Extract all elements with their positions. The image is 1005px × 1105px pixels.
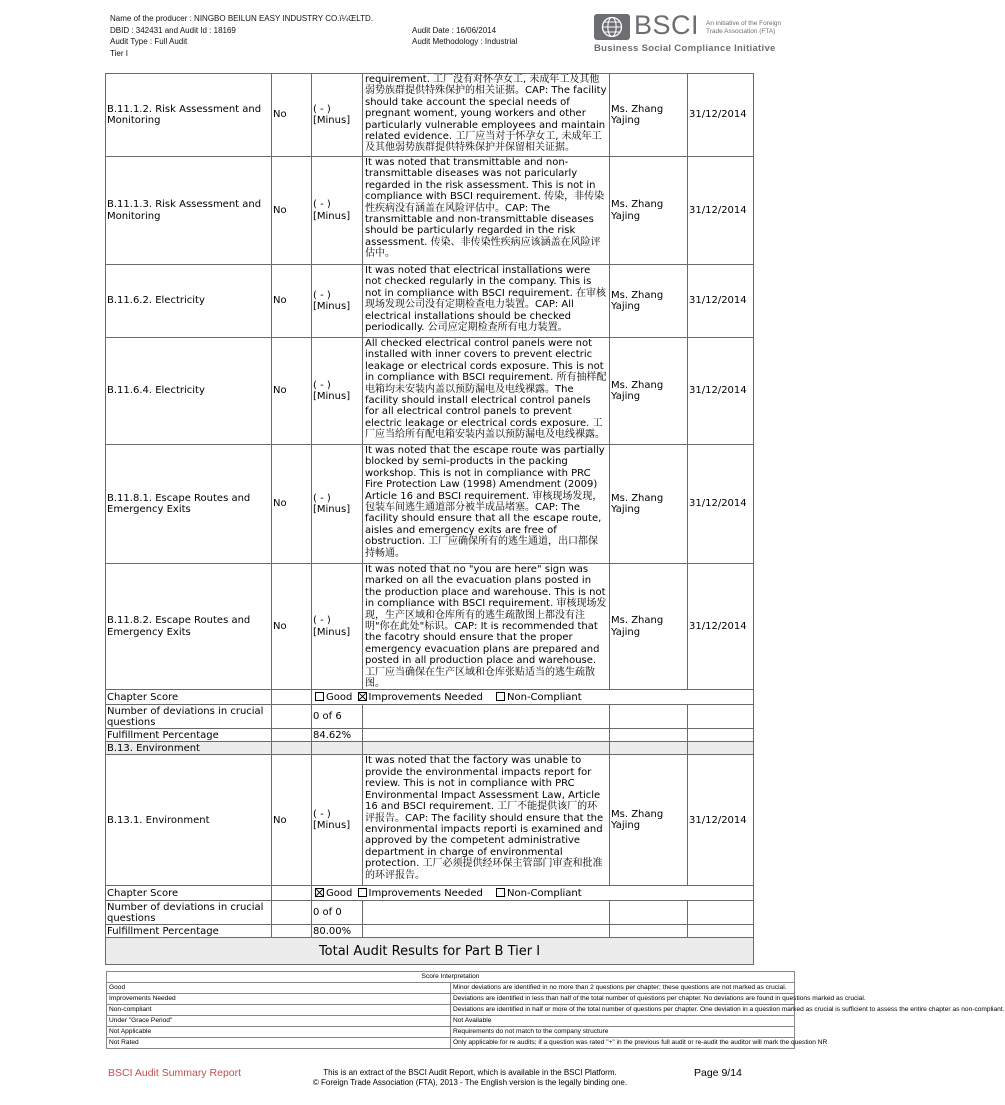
- footer-notice-line2: © Foreign Trade Association (FTA), 2013 - The English version is the legally binding one.: [312, 1078, 628, 1087]
- deadline-cell: 31/12/2014: [688, 445, 754, 564]
- question-cell: B.11.1.3. Risk Assessment and Monitoring: [106, 157, 272, 265]
- improvements-label: Improvements Needed: [368, 887, 483, 899]
- interpretation-text: Only applicable for re audits; if a question was rated "+" in the previous full audit or re-audit the auditor will mark the question NR: [451, 1038, 795, 1049]
- interpretation-text: Requirements do not match to the company structure: [451, 1027, 795, 1038]
- audit-id: DBID : 342431 and Audit Id : 18169: [110, 25, 236, 35]
- chapter-score-row: [106, 886, 754, 901]
- impact-cell: ( - ) [Minus]: [312, 755, 363, 886]
- table-row: [106, 564, 754, 690]
- question-cell: B.11.8.1. Escape Routes and Emergency Exits: [106, 445, 272, 564]
- impact-cell: ( - ) [Minus]: [312, 445, 363, 564]
- responsible-cell: Ms. Zhang Yajing: [610, 755, 688, 886]
- table-row: [106, 74, 754, 157]
- interpretation-text: Minor deviations are identified in no more than 2 questions per chapter; these questions are not marked as crucial.: [451, 983, 795, 994]
- non-compliant-checkbox[interactable]: [496, 888, 505, 897]
- logo-initiative-text: An initiative of the Foreign Trade Association (FTA): [706, 20, 782, 35]
- responsible-cell: Ms. Zhang Yajing: [610, 265, 688, 338]
- audit-date: Audit Date : 16/06/2014: [412, 25, 497, 35]
- table-row: [106, 338, 754, 445]
- logo-tagline: Business Social Compliance Initiative: [594, 43, 776, 54]
- chapter-score-options: [312, 690, 754, 705]
- finding-cell: requirement. 工厂没有对怀孕女工, 未成年工及其他弱势族群提供特殊保护的相关证据。CAP: The facility should take account the special needs of pregnant woment, young workers and other particularly vulnerable employees and maintain related evidence. 工厂应当对于怀孕女工, 未成年工及其他弱势族群提供特殊保护并保留相关证据。: [363, 74, 610, 157]
- question-cell: B.13.1. Environment: [106, 755, 272, 886]
- good-checkbox[interactable]: [315, 888, 324, 897]
- question-cell: B.11.1.2. Risk Assessment and Monitoring: [106, 74, 272, 157]
- finding-cell: It was noted that the escape route was partially blocked by semi-products in the packing workshop. This is not in compliance with PRC Fire Protection Law (1998) Amendment (2009) Article 16 and BSCI requirement. 审核现场发现，包装车间逃生通道部分被半成品堵塞。CAP: The facility should ensure that all the escape route, aisles and emergency exits are free of obstruction. 工厂应确保所有的逃生通道，出口都保持畅通。: [363, 445, 610, 564]
- interpretation-row: [107, 1027, 795, 1038]
- responsible-cell: Ms. Zhang Yajing: [610, 74, 688, 157]
- bsci-logo: [594, 12, 794, 58]
- answer-cell: No: [272, 564, 312, 690]
- interpretation-text: Deviations are identified in less than half of the total number of questions per chapter. No deviations are found in questions marked as crucial.: [451, 994, 795, 1005]
- non-compliant-label: Non-Compliant: [507, 691, 582, 703]
- good-checkbox[interactable]: [315, 692, 324, 701]
- impact-cell: ( - ) [Minus]: [312, 265, 363, 338]
- tier-label: Tier I: [110, 48, 128, 58]
- interpretation-text: Not Available: [451, 1016, 795, 1027]
- page-number: Page 9/14: [694, 1067, 742, 1079]
- responsible-cell: Ms. Zhang Yajing: [610, 564, 688, 690]
- chapter-score-row: [106, 690, 754, 705]
- audit-methodology: Audit Methodology : Industrial: [412, 37, 518, 46]
- non-compliant-checkbox[interactable]: [496, 692, 505, 701]
- improvements-checkbox[interactable]: [358, 888, 367, 897]
- non-compliant-label: Non-Compliant: [507, 887, 582, 899]
- report-header: [110, 14, 373, 60]
- chapter-title: B.13. Environment: [106, 742, 272, 755]
- interpretation-row: [107, 1038, 795, 1049]
- fulfillment-label: Fulfillment Percentage: [106, 925, 272, 938]
- chapter-header-row: [106, 742, 754, 755]
- improvements-checkbox[interactable]: [358, 692, 367, 701]
- impact-cell: ( - ) [Minus]: [312, 564, 363, 690]
- interpretation-row: [107, 1005, 795, 1016]
- answer-cell: No: [272, 74, 312, 157]
- globe-icon: [594, 14, 630, 40]
- interpretation-label: Not Applicable: [107, 1027, 451, 1038]
- answer-cell: No: [272, 755, 312, 886]
- total-results-title: Total Audit Results for Part B Tier I: [106, 938, 754, 965]
- audit-type: Audit Type : Full Audit: [110, 37, 188, 46]
- fulfillment-value: 84.62%: [312, 729, 363, 742]
- answer-cell: No: [272, 265, 312, 338]
- interpretation-label: Not Rated: [107, 1038, 451, 1049]
- interpretation-label: Non-compliant: [107, 1005, 451, 1016]
- good-label: Good: [326, 887, 353, 899]
- deviations-label: Number of deviations in crucial questions: [106, 705, 272, 729]
- responsible-cell: Ms. Zhang Yajing: [610, 338, 688, 445]
- interpretation-label: Under "Grace Period": [107, 1016, 451, 1027]
- total-results-row: [106, 938, 754, 965]
- interpretation-header-row: [107, 972, 795, 983]
- finding-cell: It was noted that electrical installations were not checked regularly in the company. This is not in compliance with BSCI requirement. 在审核现场发现公司没有定期检查电力装置。CAP: All electrical installations should be checked periodically. 公司应定期检查所有电力装置。: [363, 265, 610, 338]
- chapter-score-options: [312, 886, 754, 901]
- answer-cell: No: [272, 338, 312, 445]
- table-row: [106, 157, 754, 265]
- footer-report-title: BSCI Audit Summary Report: [108, 1067, 242, 1079]
- finding-cell: It was noted that transmittable and non-transmittable diseases was not paricularly regarded in the risk assessment. This is not in compliance with BSCI requirement. 传染，非传染性疾病没有涵盖在风险评估中。CAP: The transmittable and non-transmittable diseases should be particularly regarded in the risk assessment. 传染、非传染性疾病应该涵盖在风险评估中。: [363, 157, 610, 265]
- interpretation-title: Score Interpretation: [107, 972, 795, 983]
- fulfillment-label: Fulfillment Percentage: [106, 729, 272, 742]
- responsible-cell: Ms. Zhang Yajing: [610, 445, 688, 564]
- deviations-value: 0 of 6: [312, 705, 363, 729]
- interpretation-row: [107, 983, 795, 994]
- interpretation-text: Deviations are identified in half or more of the total number of questions per chapter. One deviation in a question marked as crucial is sufficient to assess the entire chapter as non-compliant.: [451, 1005, 795, 1016]
- audit-findings-table: [105, 73, 754, 965]
- score-interpretation-table: [106, 971, 1005, 1049]
- deadline-cell: 31/12/2014: [688, 564, 754, 690]
- deviations-row: [106, 705, 754, 729]
- footer-notice: [300, 1068, 640, 1088]
- deviations-label: Number of deviations in crucial questions: [106, 901, 272, 925]
- table-row: [106, 755, 754, 886]
- good-label: Good: [326, 691, 353, 703]
- responsible-cell: Ms. Zhang Yajing: [610, 157, 688, 265]
- deadline-cell: 31/12/2014: [688, 265, 754, 338]
- deadline-cell: 31/12/2014: [688, 157, 754, 265]
- finding-cell: It was noted that no "you are here" sign was marked on all the evacuation plans posted in the production place and warehouse. This is not in compliance with BSCI requirement. 审核现场发现，生产区域和仓库所有的逃生疏散图上都没有注明"你在此处"标识。CAP: It is recommended that the facotry should ensure that the proper emergency evacuation plans are prepared and posted in all production place and warehouse. 工厂应当确保在生产区域和仓库张贴适当的逃生疏散图。: [363, 564, 610, 690]
- table-row: [106, 445, 754, 564]
- improvements-label: Improvements Needed: [368, 691, 483, 703]
- logo-wordmark: BSCI: [634, 10, 700, 40]
- fulfillment-value: 80.00%: [312, 925, 363, 938]
- deviations-row: [106, 901, 754, 925]
- fulfillment-row: [106, 729, 754, 742]
- chapter-score-label: Chapter Score: [106, 690, 272, 705]
- answer-cell: No: [272, 157, 312, 265]
- interpretation-row: [107, 1016, 795, 1027]
- interpretation-label: Improvements Needed: [107, 994, 451, 1005]
- interpretation-label: Good: [107, 983, 451, 994]
- interpretation-row: [107, 994, 795, 1005]
- finding-cell: It was noted that the factory was unable to provide the environmental impacts report for review. This is not in compliance with PRC Environmental Impact Assessment Law, Article 16 and BSCI requirement. 工厂不能提供该厂的环评报告。CAP: The facility should ensure that the environmental impacts reporti is examined and approved by the competent administrative department in charge of environmental protection. 工厂必须提供经环保主管部门审查和批准的环评报告。: [363, 755, 610, 886]
- producer-name: Name of the producer : NINGBO BEILUN EASY INDUSTRY CO.ï¼ŒLTD.: [110, 14, 374, 23]
- finding-cell: All checked electrical control panels were not installed with inner covers to prevent electric leakage or electrical cords exposure. This is not in compliance with BSCI requirement. 所有抽样配电箱均未安装内盖以预防漏电及电线裸露。The facility should install electrical control panels for all electrical control panels to prevent electric leakage or electrical cords exposure. 工厂应当给所有配电箱安装内盖以预防漏电及电线裸露。: [363, 338, 610, 445]
- footer-notice-line1: This is an extract of the BSCI Audit Report, which is available in the BSCI Platform.: [323, 1068, 617, 1077]
- fulfillment-row: [106, 925, 754, 938]
- question-cell: B.11.8.2. Escape Routes and Emergency Exits: [106, 564, 272, 690]
- deviations-value: 0 of 0: [312, 901, 363, 925]
- chapter-score-label: Chapter Score: [106, 886, 272, 901]
- table-row: [106, 265, 754, 338]
- impact-cell: ( - ) [Minus]: [312, 74, 363, 157]
- impact-cell: ( - ) [Minus]: [312, 338, 363, 445]
- deadline-cell: 31/12/2014: [688, 755, 754, 886]
- question-cell: B.11.6.4. Electricity: [106, 338, 272, 445]
- deadline-cell: 31/12/2014: [688, 338, 754, 445]
- deadline-cell: 31/12/2014: [688, 74, 754, 157]
- question-cell: B.11.6.2. Electricity: [106, 265, 272, 338]
- report-header-right: [412, 26, 517, 49]
- impact-cell: ( - ) [Minus]: [312, 157, 363, 265]
- answer-cell: No: [272, 445, 312, 564]
